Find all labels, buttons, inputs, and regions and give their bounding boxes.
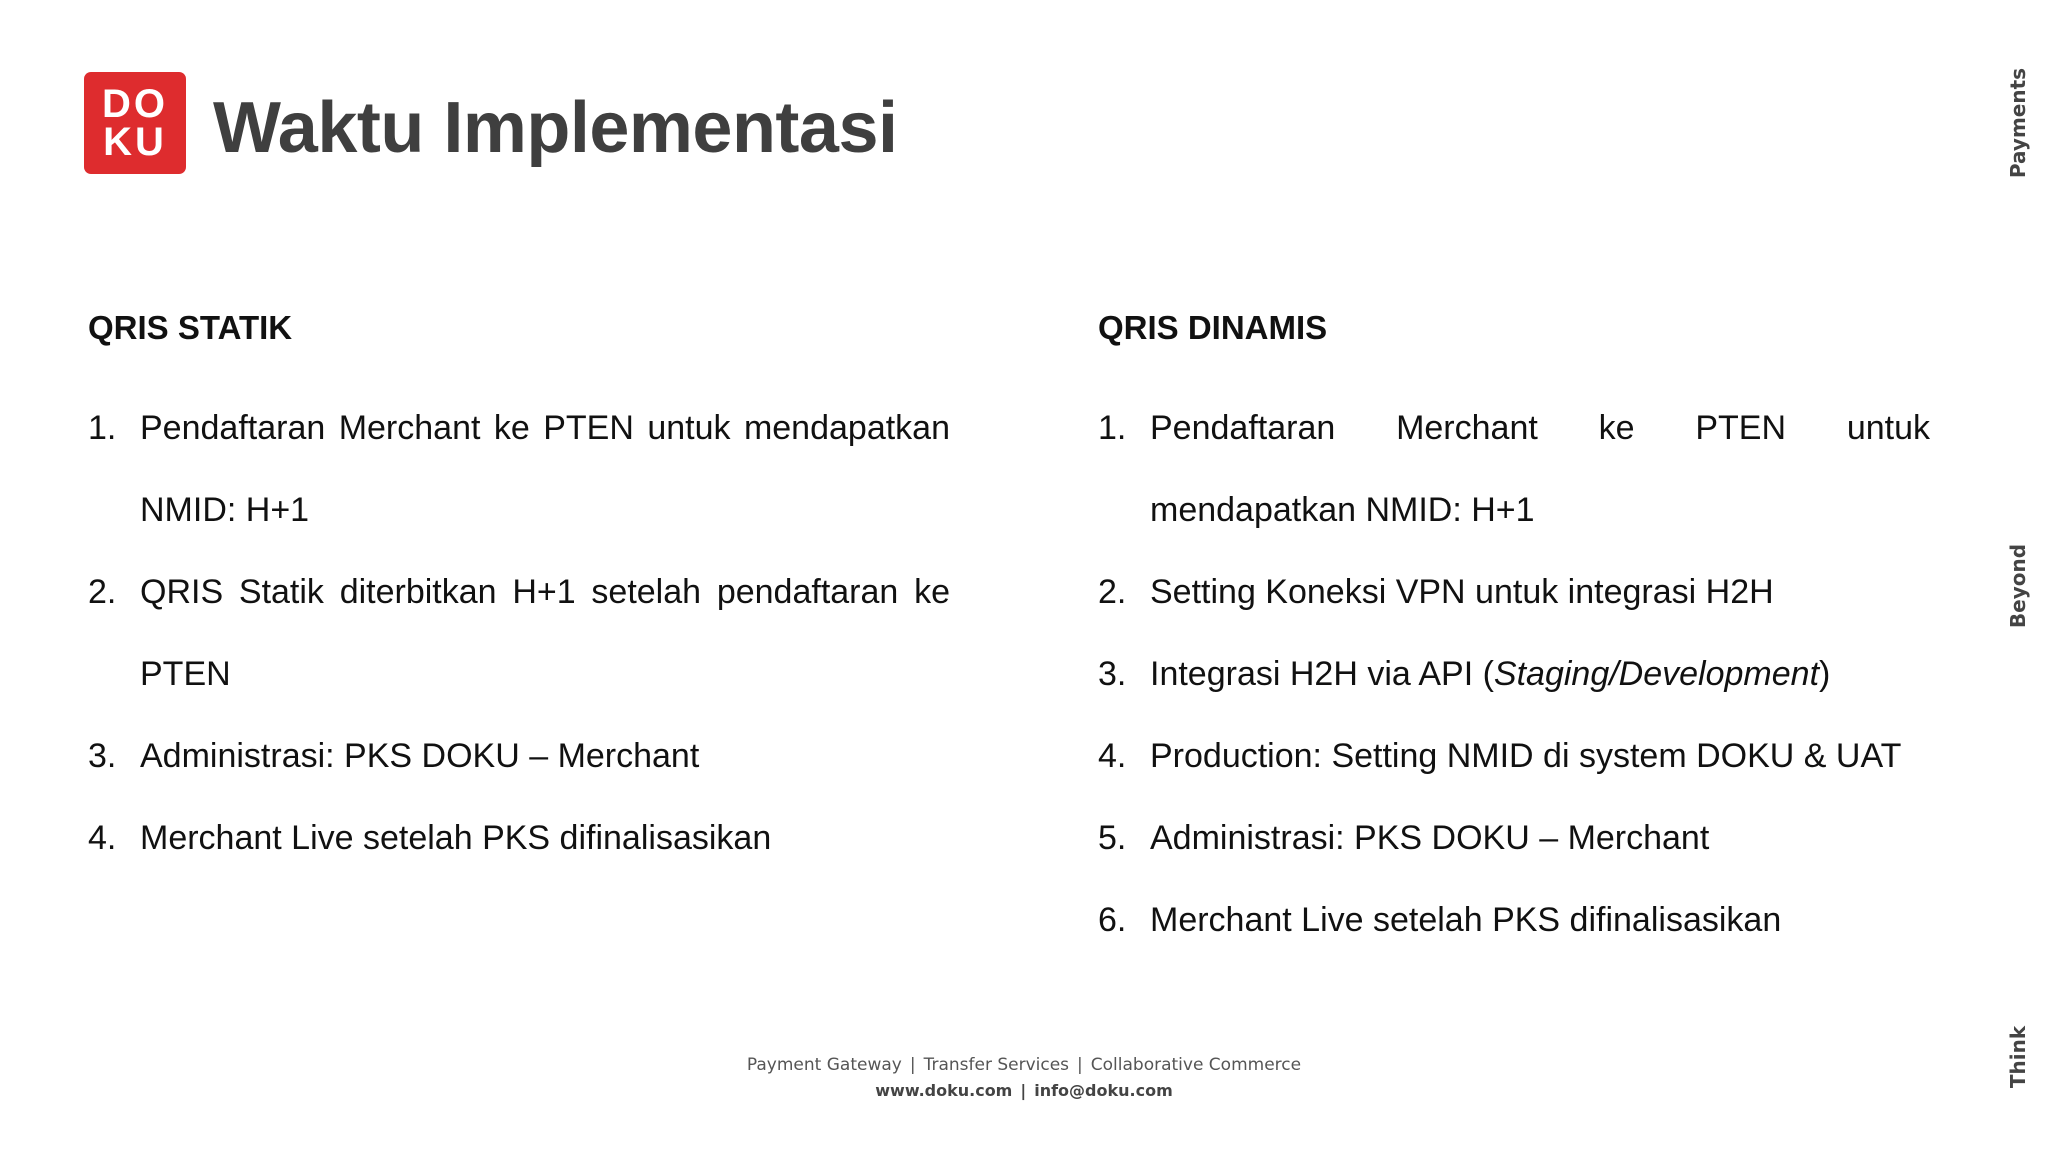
footer-email-link[interactable]: info@doku.com	[1034, 1081, 1173, 1100]
item-text: QRIS Statik diterbitkan H+1 setelah pendaftaran ke PTEN	[140, 573, 950, 693]
list-item	[1098, 551, 1930, 633]
item-number: 4.	[1098, 737, 1127, 775]
item-text: Administrasi: PKS DOKU – Merchant	[1150, 819, 1710, 857]
footer-services: Payment Gateway | Transfer Services | Collaborative Commerce	[746, 1055, 1302, 1075]
item-text: Merchant Live setelah PKS difinalisasikan	[1150, 901, 1782, 939]
list-item	[1098, 797, 1930, 879]
list-item	[1098, 387, 1930, 551]
logo-line-2: KU	[103, 120, 167, 164]
qris-dinamis-section	[1098, 305, 1930, 961]
item-number: 4.	[88, 819, 117, 857]
qris-statik-heading: QRIS STATIK	[88, 309, 293, 346]
qris-dinamis-list	[1098, 387, 1930, 961]
item-number: 3.	[1098, 655, 1127, 693]
list-item	[88, 551, 950, 715]
item-number: 1.	[1098, 409, 1127, 447]
doku-logo	[84, 72, 186, 174]
item-text-italic: Staging/Development	[1493, 655, 1820, 693]
list-item	[88, 387, 950, 551]
item-number: 2.	[1098, 573, 1127, 611]
footer-service-payment-gateway: Payment Gateway	[746, 1055, 902, 1075]
qris-dinamis-heading: QRIS DINAMIS	[1098, 309, 1328, 346]
footer-website-link[interactable]: www.doku.com	[875, 1081, 1013, 1100]
list-item	[88, 797, 950, 879]
item-text: Administrasi: PKS DOKU – Merchant	[140, 737, 700, 775]
item-text-after: )	[1819, 655, 1831, 693]
item-text: Production: Setting NMID di system DOKU & UAT	[1150, 737, 1902, 775]
list-item	[1098, 879, 1930, 961]
logo-line-1: DO	[102, 82, 168, 126]
item-text-before: Integrasi H2H via API (	[1150, 655, 1494, 693]
footer-service-commerce: Collaborative Commerce	[1090, 1055, 1302, 1075]
list-item	[1098, 633, 1930, 715]
item-number: 1.	[88, 409, 117, 447]
qris-statik-list	[88, 387, 950, 879]
item-number: 6.	[1098, 901, 1127, 939]
item-number: 2.	[88, 573, 117, 611]
item-text: Pendaftaran Merchant ke PTEN untuk mendapatkan NMID: H+1	[1150, 409, 1930, 529]
item-number: 5.	[1098, 819, 1127, 857]
page-title: Waktu Implementasi	[213, 88, 898, 168]
item-text: Merchant Live setelah PKS difinalisasikan	[140, 819, 772, 857]
footer	[0, 1052, 2048, 1104]
item-text: Setting Koneksi VPN untuk integrasi H2H	[1150, 573, 1774, 611]
list-item	[1098, 715, 1930, 797]
item-text: Pendaftaran Merchant ke PTEN untuk mendapatkan NMID: H+1	[140, 409, 950, 529]
footer-service-transfer: Transfer Services	[923, 1055, 1070, 1075]
item-number: 3.	[88, 737, 117, 775]
footer-contact: www.doku.com | info@doku.com	[875, 1081, 1173, 1100]
list-item	[88, 715, 950, 797]
qris-statik-section	[88, 305, 950, 879]
